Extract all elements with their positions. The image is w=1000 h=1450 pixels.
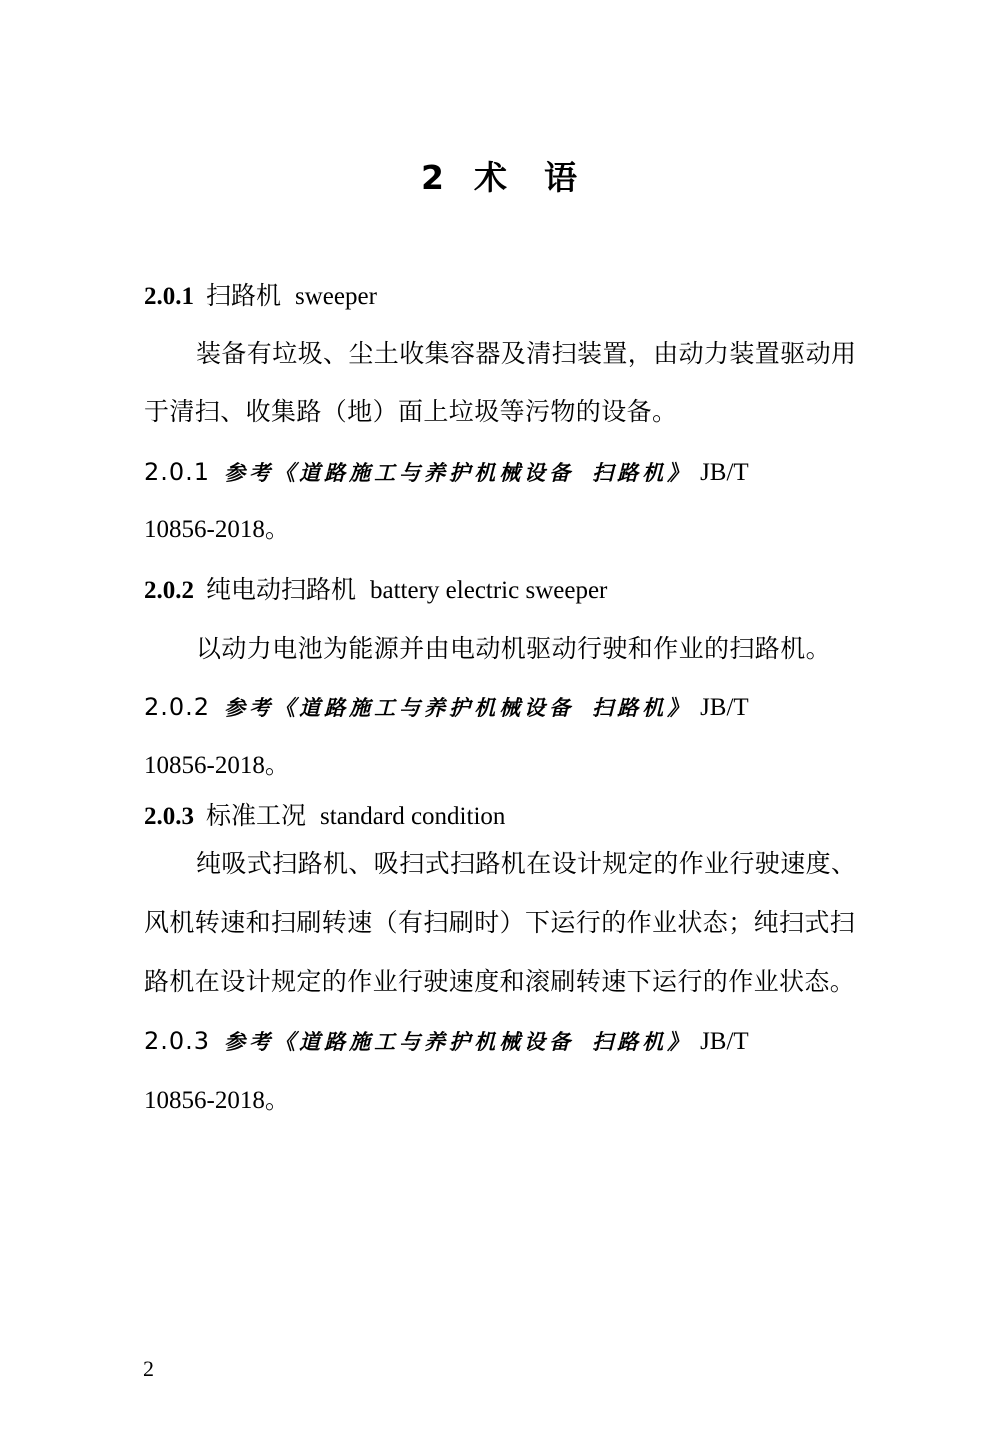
note-standard-number: 10856-2018。 xyxy=(144,752,290,779)
note-text-a: 参考《道路施工与养护机械设备 xyxy=(224,1029,575,1054)
term-name-en: sweeper xyxy=(295,283,377,310)
term-name-en: battery electric sweeper xyxy=(370,577,608,604)
definition-line: 于清扫、收集路（地）面上垃圾等污物的设备。 xyxy=(144,399,678,426)
note-standard-number: 10856-2018。 xyxy=(144,516,290,543)
note-text-b: 扫路机》 xyxy=(592,460,693,485)
definition-line: 以动力电池为能源并由电动机驱动行驶和作业的扫路机。 xyxy=(196,636,832,663)
term-heading xyxy=(144,277,377,317)
note-number: 2.0.2 xyxy=(144,693,211,721)
term-heading xyxy=(144,797,505,837)
note-number: 2.0.3 xyxy=(144,1027,211,1055)
definition-line: 纯吸式扫路机、吸扫式扫路机在设计规定的作业行驶速度、 xyxy=(196,851,857,878)
chapter-title-text: 术 语 xyxy=(473,158,579,197)
term-name-en: standard condition xyxy=(320,803,506,830)
term-number: 2.0.2 xyxy=(144,577,194,604)
term-name-cn: 扫路机 xyxy=(206,283,282,310)
note-standard-number: 10856-2018。 xyxy=(144,1087,290,1114)
term-name-cn: 纯电动扫路机 xyxy=(206,577,357,604)
definition-line: 风机转速和扫刷转速（有扫刷时）下运行的作业状态；纯扫式扫 xyxy=(144,910,856,937)
chapter-number: 2 xyxy=(421,158,446,197)
term-number: 2.0.3 xyxy=(144,803,194,830)
definition-line: 装备有垃圾、尘土收集容器及清扫装置，由动力装置驱动用 xyxy=(196,341,857,368)
note-text-b: 扫路机》 xyxy=(592,695,693,720)
chapter-title xyxy=(0,152,1000,204)
note-standard-code: JB/T xyxy=(700,459,749,486)
explanation-note xyxy=(144,687,749,728)
note-text-b: 扫路机》 xyxy=(592,1029,693,1054)
note-standard-code: JB/T xyxy=(700,694,749,721)
note-standard-code: JB/T xyxy=(700,1028,749,1055)
page-number: 2 xyxy=(143,1356,154,1381)
definition-line: 路机在设计规定的作业行驶速度和滚刷转速下运行的作业状态。 xyxy=(144,969,856,996)
note-text-a: 参考《道路施工与养护机械设备 xyxy=(224,695,575,720)
term-number: 2.0.1 xyxy=(144,283,194,310)
note-text-a: 参考《道路施工与养护机械设备 xyxy=(224,460,575,485)
term-name-cn: 标准工况 xyxy=(206,803,307,830)
explanation-note xyxy=(144,452,749,493)
explanation-note xyxy=(144,1021,749,1062)
term-heading xyxy=(144,571,607,611)
note-number: 2.0.1 xyxy=(144,458,211,486)
